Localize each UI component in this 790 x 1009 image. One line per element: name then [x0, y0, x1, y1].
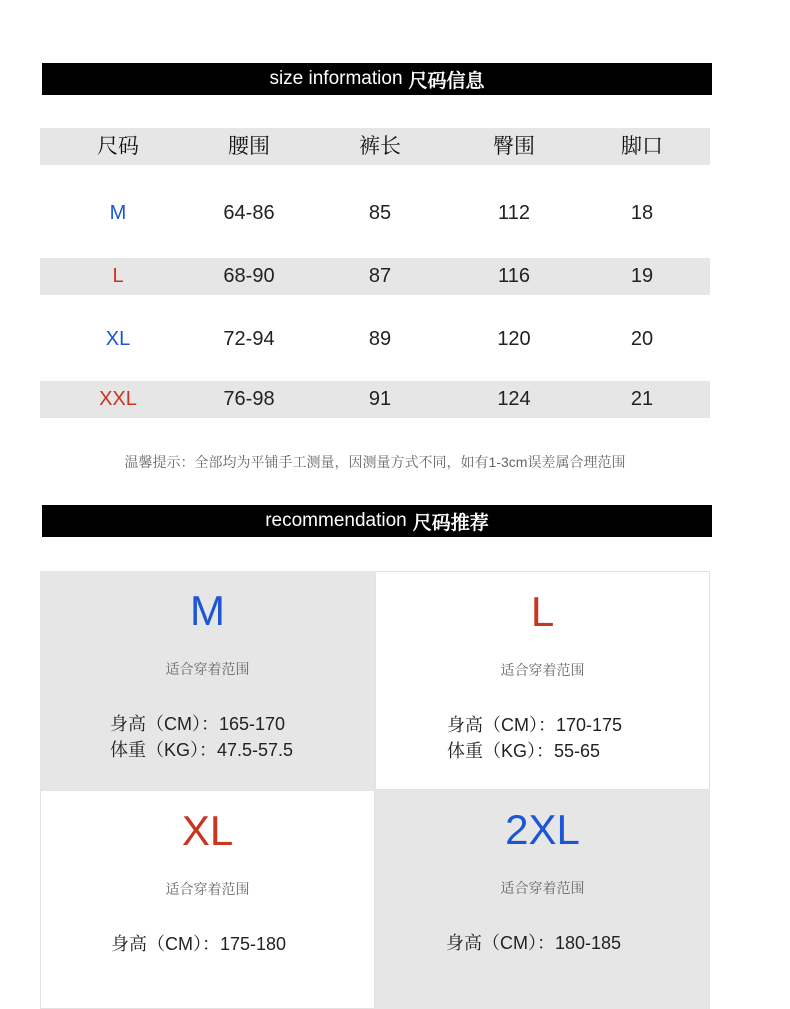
recommendation-title-en: recommendation — [265, 510, 407, 531]
card-fit-label: 适合穿着范围 — [500, 880, 585, 896]
card-fit-label: 适合穿着范围 — [165, 661, 250, 677]
row-hip: 120 — [497, 328, 531, 350]
row-hip: 116 — [498, 265, 530, 287]
row-waist: 72-94 — [223, 328, 275, 350]
size-table-header — [40, 128, 710, 165]
recommendation-grid — [40, 571, 710, 971]
recommendation-card-2xl — [375, 790, 710, 1009]
card-height-range: 身高（CM）：170-175 — [447, 715, 623, 735]
card-height-range: 身高（CM）：175-180 — [111, 934, 287, 954]
row-size: XXL — [99, 388, 137, 410]
size-information-title-cn: 尺码信息 — [408, 70, 485, 92]
card-size: M — [190, 587, 225, 634]
card-fit-label: 适合穿着范围 — [165, 881, 250, 897]
size-information-title-en: size information — [269, 68, 403, 89]
measurement-note: 温馨提示：全部均为平铺手工测量，因测量方式不同，如有1-3cm误差属合理范围 — [124, 454, 626, 470]
row-waist: 76-98 — [223, 388, 275, 410]
row-size: L — [112, 265, 124, 287]
row-length: 87 — [368, 265, 392, 287]
card-size: L — [530, 588, 555, 635]
recommendation-card-l — [375, 571, 710, 790]
table-row — [40, 381, 710, 418]
row-length: 89 — [368, 328, 392, 350]
row-hem: 20 — [630, 328, 654, 350]
row-length: 85 — [368, 202, 392, 224]
table-row — [40, 195, 710, 232]
card-height-range: 身高（CM）：165-170 — [110, 714, 286, 734]
row-hem: 21 — [630, 388, 654, 410]
table-row — [40, 321, 710, 358]
size-information-banner — [42, 63, 712, 95]
row-hem: 19 — [630, 265, 654, 287]
row-hip: 124 — [497, 388, 531, 410]
row-size: XL — [105, 328, 131, 350]
table-row — [40, 258, 710, 295]
row-hem: 18 — [630, 202, 654, 224]
card-weight-range: 体重（KG）：47.5-57.5 — [110, 740, 294, 760]
header-size: 尺码 — [97, 135, 139, 158]
row-hip: 112 — [498, 202, 530, 224]
row-waist: 68-90 — [223, 265, 275, 287]
recommendation-title-cn: 尺码推荐 — [412, 512, 489, 534]
row-size: M — [109, 202, 127, 224]
recommendation-banner — [42, 505, 712, 537]
row-length: 91 — [368, 388, 392, 410]
recommendation-card-m — [40, 571, 375, 790]
card-fit-label: 适合穿着范围 — [500, 662, 585, 678]
header-length: 裤长 — [359, 135, 401, 158]
card-size: XL — [181, 807, 234, 854]
card-height-range: 身高（CM）：180-185 — [446, 933, 622, 953]
row-waist: 64-86 — [223, 202, 275, 224]
card-weight-range: 体重（KG）：55-65 — [447, 741, 601, 761]
header-hip: 臀围 — [493, 135, 535, 158]
header-waist: 腰围 — [228, 135, 270, 158]
recommendation-card-xl — [40, 790, 375, 1009]
header-hem: 脚口 — [621, 135, 663, 158]
card-size: 2XL — [505, 806, 580, 853]
